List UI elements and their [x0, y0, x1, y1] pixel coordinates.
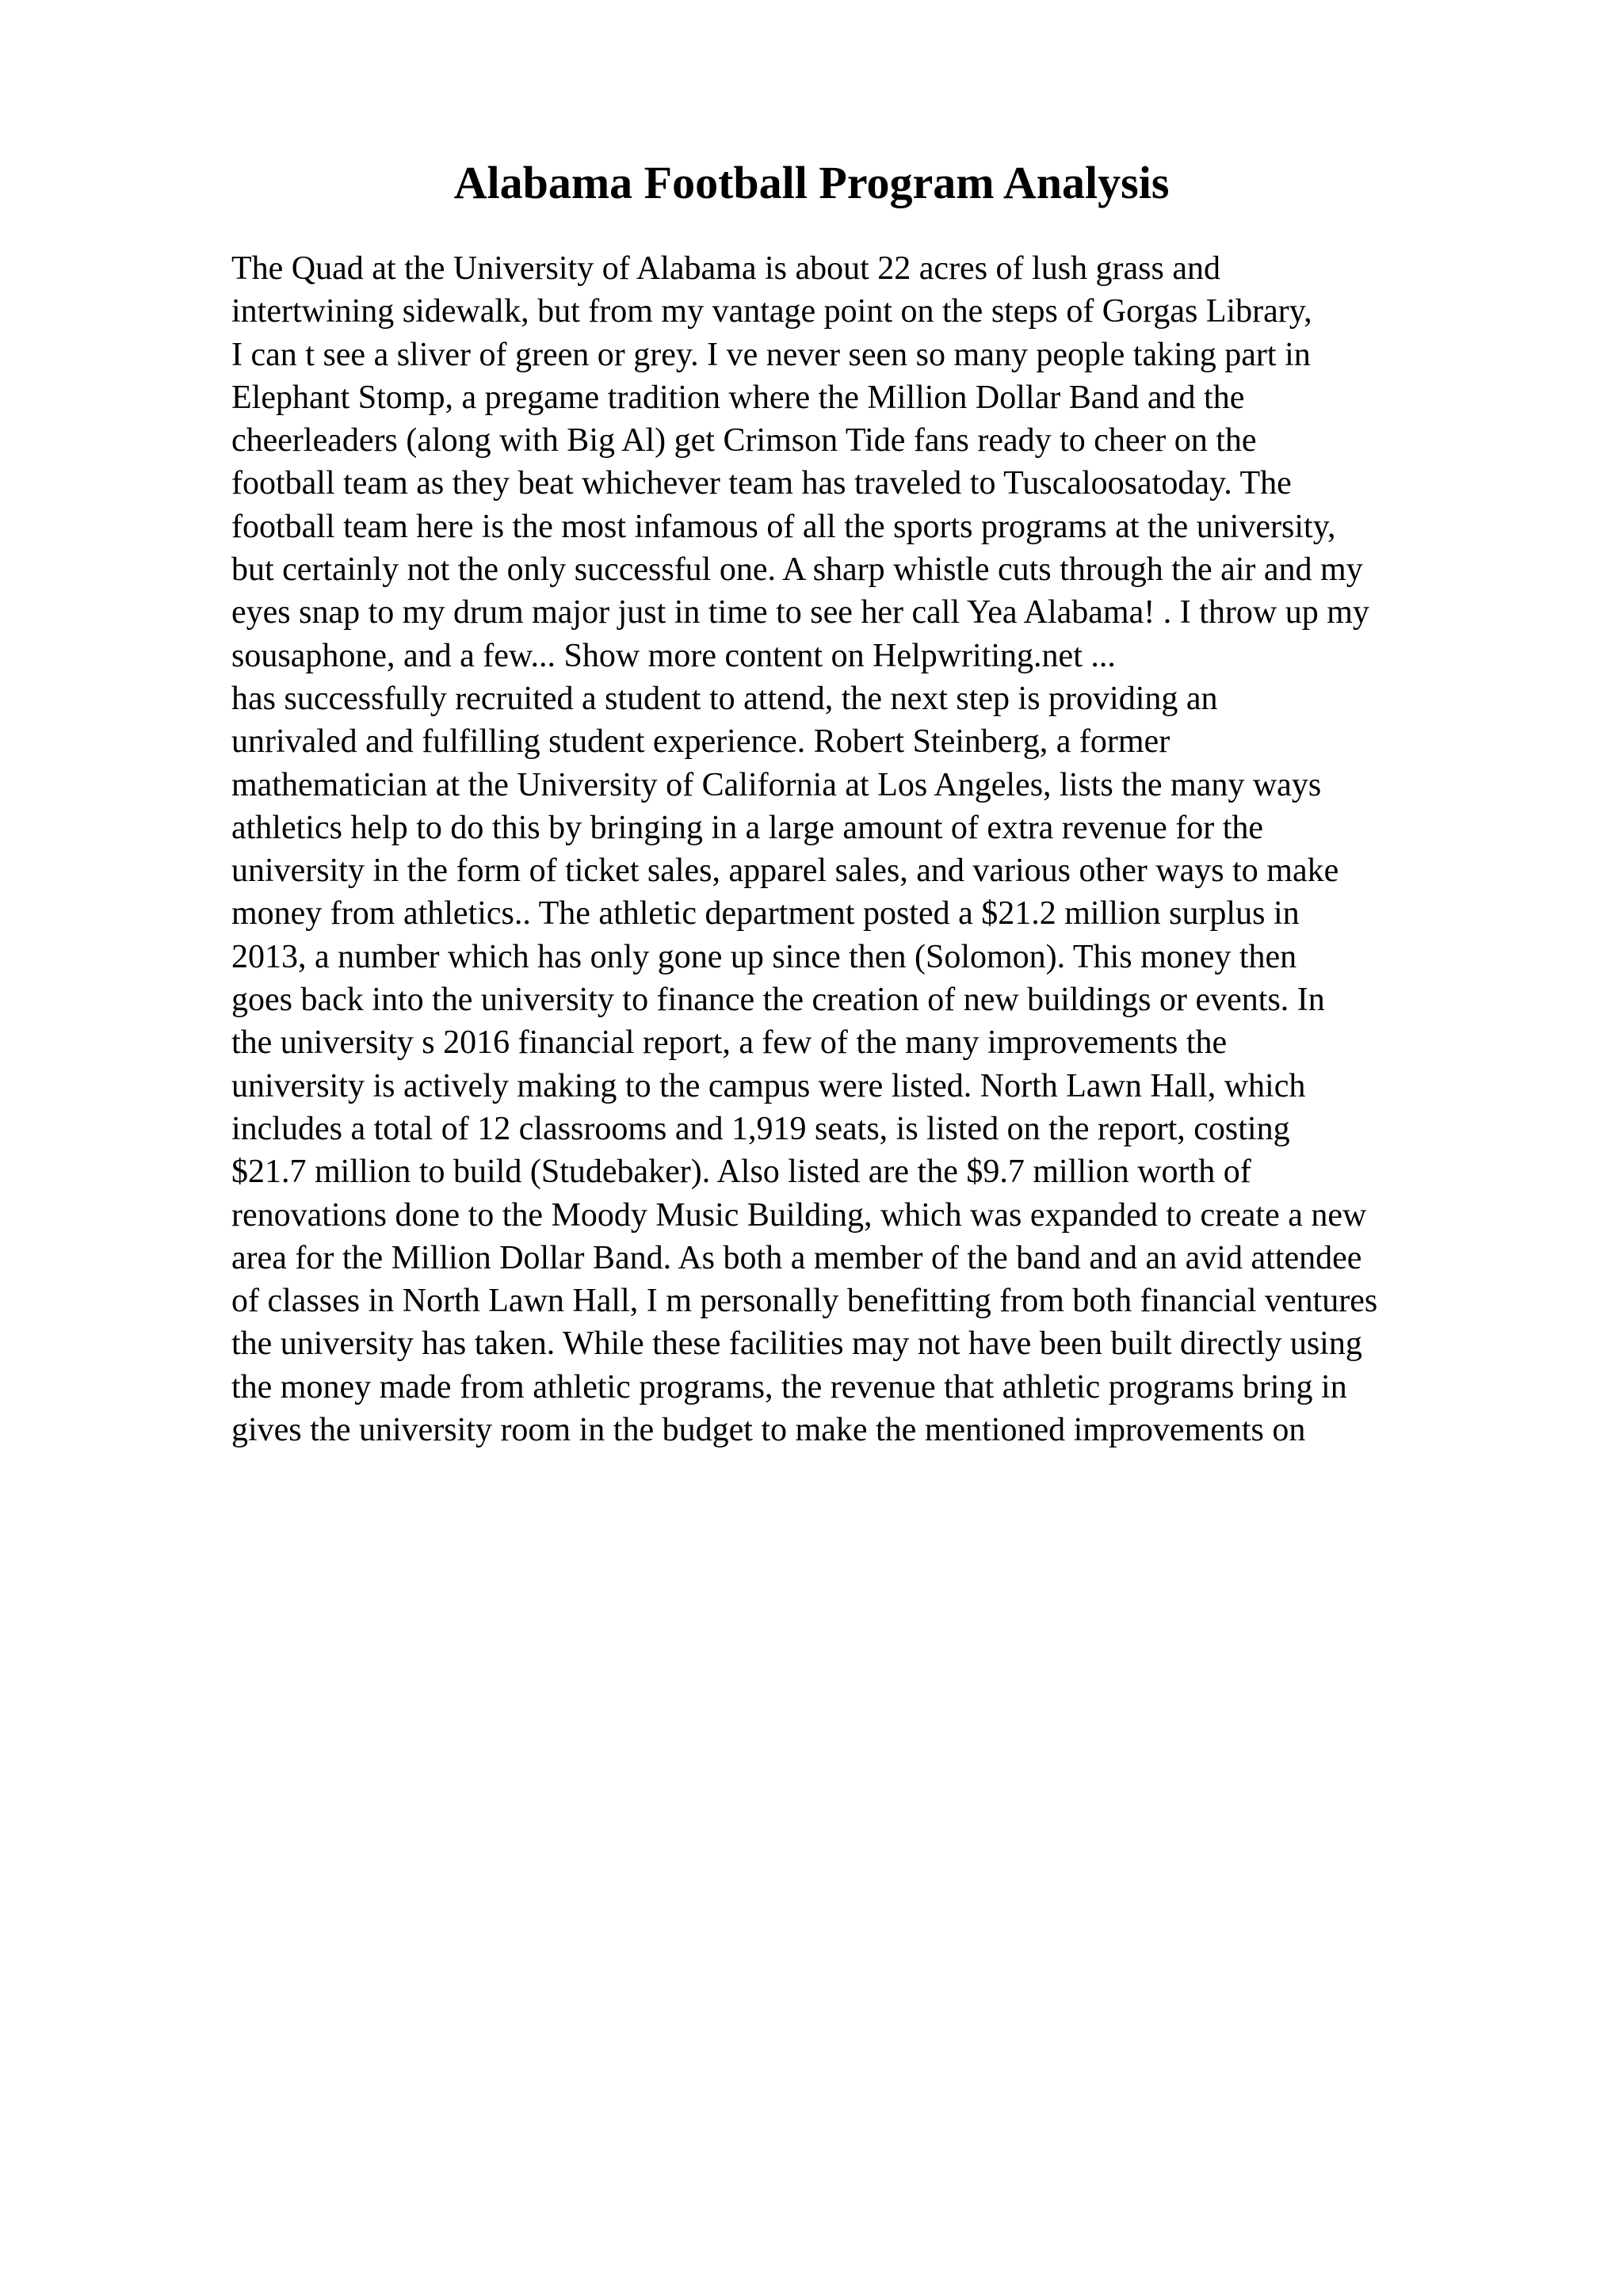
document-title: Alabama Football Program Analysis	[453, 157, 1170, 208]
body-line: unrivaled and fulfilling student experience. Robert Steinberg, a former	[231, 723, 1170, 761]
body-line: the money made from athletic programs, the revenue that athletic programs bring in	[231, 1368, 1347, 1405]
body-line: area for the Million Dollar Band. As both a member of the band and an avid attendee	[231, 1239, 1362, 1276]
body-line: renovations done to the Moody Music Building, which was expanded to create a new	[231, 1196, 1367, 1234]
body-line: football team as they beat whichever team has traveled to Tuscaloosatoday. The	[231, 465, 1292, 502]
body-line: athletics help to do this by bringing in a large amount of extra revenue for the	[231, 809, 1264, 846]
body-line: intertwining sidewalk, but from my vantage point on the steps of Gorgas Library,	[231, 293, 1312, 330]
body-line: university in the form of ticket sales, apparel sales, and various other ways to make	[231, 852, 1339, 890]
body-line: includes a total of 12 classrooms and 1,919 seats, is listed on the report, costing	[231, 1110, 1290, 1147]
body-line: I can t see a sliver of green or grey. I ve never seen so many people taking part in	[231, 336, 1311, 373]
body-line: 2013, a number which has only gone up since then (Solomon). This money then	[231, 938, 1297, 975]
body-line: eyes snap to my drum major just in time to see her call Yea Alabama! . I throw up my	[231, 594, 1369, 631]
document-body	[231, 247, 1579, 1451]
body-line: the university has taken. While these facilities may not have been built directly using	[231, 1325, 1362, 1363]
body-line: The Quad at the University of Alabama is about 22 acres of lush grass and	[231, 250, 1221, 287]
body-line: Elephant Stomp, a pregame tradition where the Million Dollar Band and the	[231, 379, 1245, 416]
body-line: gives the university room in the budget to make the mentioned improvements on	[231, 1412, 1306, 1449]
body-line: cheerleaders (along with Big Al) get Crimson Tide fans ready to cheer on the	[231, 422, 1257, 460]
body-line: money from athletics.. The athletic department posted a $21.2 million surplus in	[231, 895, 1300, 933]
body-line: university is actively making to the campus were listed. North Lawn Hall, which	[231, 1067, 1306, 1104]
body-line: of classes in North Lawn Hall, I m personally benefitting from both financial ventures	[231, 1283, 1378, 1320]
body-line: the university s 2016 financial report, a few of the many improvements the	[231, 1024, 1228, 1062]
body-line: sousaphone, and a few... Show more content on Helpwriting.net ...	[231, 637, 1116, 674]
body-line: $21.7 million to build (Studebaker). Also listed are the $9.7 million worth of	[231, 1154, 1251, 1191]
body-line: mathematician at the University of California at Los Angeles, lists the many ways	[231, 766, 1322, 803]
body-line: goes back into the university to finance the creation of new buildings or events. In	[231, 982, 1325, 1019]
body-line: football team here is the most infamous of all the sports programs at the university,	[231, 508, 1336, 545]
body-line: but certainly not the only successful one. A sharp whistle cuts through the air and my	[231, 551, 1363, 589]
body-line: has successfully recruited a student to attend, the next step is providing an	[231, 680, 1218, 717]
